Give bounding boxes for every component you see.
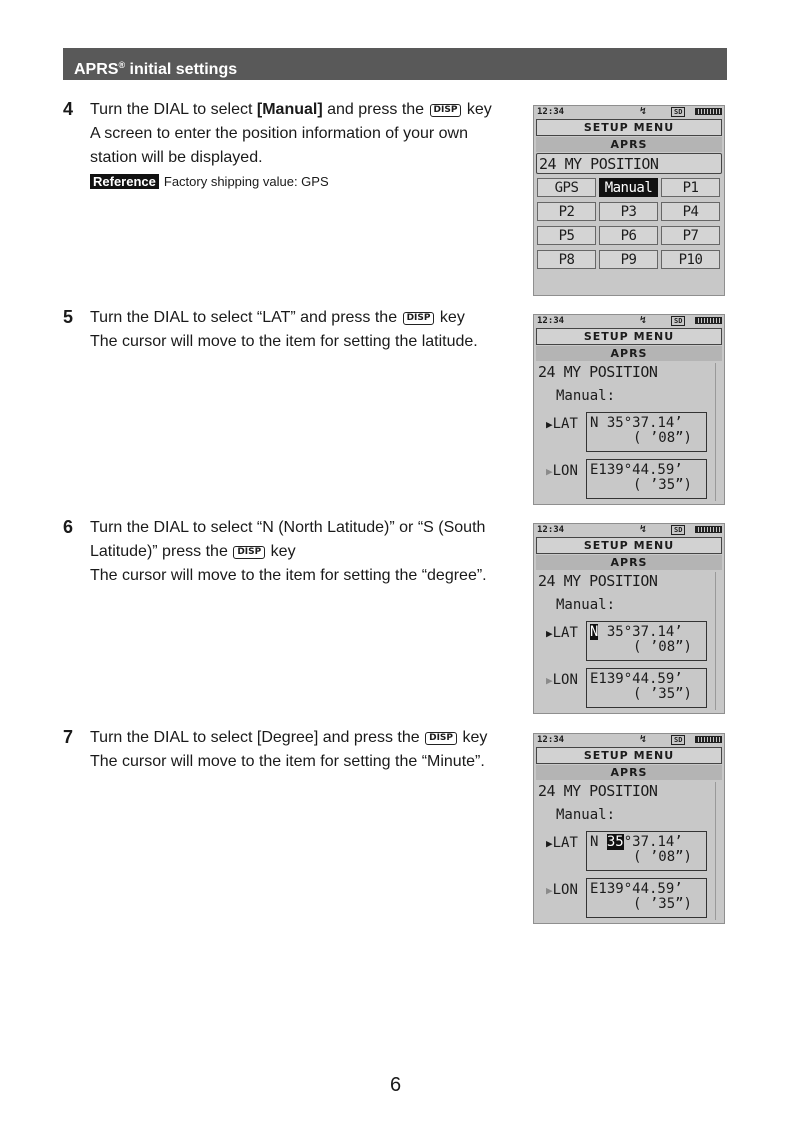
scrollbar <box>715 572 720 710</box>
lat-value-box[interactable]: N 35°37.14’ ( ’08”) <box>586 412 707 452</box>
lcd-screen-manual-select <box>533 105 725 296</box>
cursor-arrow-icon: ▶ <box>546 465 553 478</box>
lon-row-label[interactable]: ▶LON <box>546 463 578 479</box>
cursor-arrow-icon: ▶ <box>546 627 553 640</box>
cursor-arrow-icon: ▶ <box>546 837 553 850</box>
manual-label: Manual: <box>556 807 616 823</box>
step-5-text: Turn the DIAL to select “LAT” and press the DISP key The cursor will move to the item for setting the latitude. <box>90 309 478 350</box>
grid-cell[interactable]: GPS <box>537 178 596 197</box>
grid-cell[interactable]: P9 <box>599 250 658 269</box>
menu-subtitle: APRS <box>536 555 722 570</box>
lon-value-box[interactable]: E139°44.59’ ( ’35”) <box>586 668 707 708</box>
section-header: APRS® initial settings <box>63 48 727 80</box>
hemisphere-cursor: N <box>590 624 599 640</box>
battery-icon <box>695 736 722 743</box>
battery-icon <box>695 526 722 533</box>
grid-cell[interactable]: P5 <box>537 226 596 245</box>
degree-cursor: 35 <box>606 834 624 850</box>
grid-cell[interactable]: P6 <box>599 226 658 245</box>
cursor-arrow-icon: ▶ <box>546 418 553 431</box>
grid-cell[interactable]: P7 <box>661 226 720 245</box>
battery-icon <box>695 317 722 324</box>
lat-value-box[interactable]: N 35°37.14’ ( ’08”) <box>586 621 707 661</box>
grid-cell[interactable]: P4 <box>661 202 720 221</box>
step-number-7: 7 <box>63 727 74 747</box>
signal-icon: ↯ <box>640 315 647 326</box>
step-number-5: 5 <box>63 307 74 327</box>
item-title: 24 MY POSITION <box>538 782 658 800</box>
step-6-text: Turn the DIAL to select “N (North Latitude)” or “S (South Latitude)” press the DISP key The cursor will move to the item for setting the “degree”. <box>90 519 487 584</box>
step-number-4: 4 <box>63 99 74 119</box>
grid-cell[interactable]: P2 <box>537 202 596 221</box>
menu-title: SETUP MENU <box>536 747 722 764</box>
step-number-6: 6 <box>63 517 74 537</box>
item-title: 24 MY POSITION <box>538 363 658 381</box>
menu-subtitle: APRS <box>536 137 722 152</box>
grid-cell[interactable]: P10 <box>661 250 720 269</box>
menu-subtitle: APRS <box>536 765 722 780</box>
grid-cell[interactable]: P8 <box>537 250 596 269</box>
grid-cell-selected[interactable]: Manual <box>599 178 658 197</box>
cursor-arrow-icon: ▶ <box>546 674 553 687</box>
lcd-screen-degree <box>533 733 725 924</box>
grid-cell[interactable]: P1 <box>661 178 720 197</box>
scrollbar <box>715 363 720 501</box>
menu-title: SETUP MENU <box>536 119 722 136</box>
status-bar: 12:34 ↯ SD <box>536 524 722 537</box>
position-grid <box>537 178 722 274</box>
lcd-screen-lat-select <box>533 314 725 505</box>
manual-label: Manual: <box>556 597 616 613</box>
sd-card-icon: SD <box>671 735 685 745</box>
lat-row-label[interactable]: ▶LAT <box>546 416 578 432</box>
lon-row-label[interactable]: ▶LON <box>546 882 578 898</box>
lat-row-label[interactable]: ▶LAT <box>546 835 578 851</box>
signal-icon: ↯ <box>640 734 647 745</box>
page-number: 6 <box>389 1074 402 1096</box>
menu-subtitle: APRS <box>536 346 722 361</box>
lon-row-label[interactable]: ▶LON <box>546 672 578 688</box>
signal-icon: ↯ <box>640 524 647 535</box>
disp-key-icon: DISP <box>403 312 435 325</box>
disp-key-icon: DISP <box>233 546 265 559</box>
item-title: 24 MY POSITION <box>536 153 722 174</box>
reference-badge: Reference <box>90 174 159 189</box>
sd-card-icon: SD <box>671 316 685 326</box>
disp-key-icon: DISP <box>425 732 457 745</box>
lon-value-box[interactable]: E139°44.59’ ( ’35”) <box>586 459 707 499</box>
scrollbar <box>715 782 720 920</box>
lat-value-box[interactable]: N 35°37.14’ ( ’08”) <box>586 831 707 871</box>
manual-label: Manual: <box>556 388 616 404</box>
step-4-text: Turn the DIAL to select [Manual] and press the DISP key A screen to enter the position information of your own station will be displayed. Reference Factory shipping value: GPS <box>90 101 492 189</box>
signal-icon: ↯ <box>640 106 647 117</box>
sd-card-icon: SD <box>671 525 685 535</box>
sd-card-icon: SD <box>671 107 685 117</box>
menu-title: SETUP MENU <box>536 537 722 554</box>
grid-cell[interactable]: P3 <box>599 202 658 221</box>
step-7-text: Turn the DIAL to select [Degree] and press the DISP key The cursor will move to the item for setting the “Minute”. <box>90 729 488 770</box>
lon-value-box[interactable]: E139°44.59’ ( ’35”) <box>586 878 707 918</box>
menu-title: SETUP MENU <box>536 328 722 345</box>
status-bar: 12:34 ↯ SD <box>536 734 722 747</box>
lat-row-label[interactable]: ▶LAT <box>546 625 578 641</box>
status-bar: 12:34 ↯ SD <box>536 315 722 328</box>
cursor-arrow-icon: ▶ <box>546 884 553 897</box>
item-title: 24 MY POSITION <box>538 572 658 590</box>
status-bar: 12:34 ↯ SD <box>536 106 722 119</box>
battery-icon <box>695 108 722 115</box>
lcd-screen-hemisphere <box>533 523 725 714</box>
disp-key-icon: DISP <box>430 104 462 117</box>
